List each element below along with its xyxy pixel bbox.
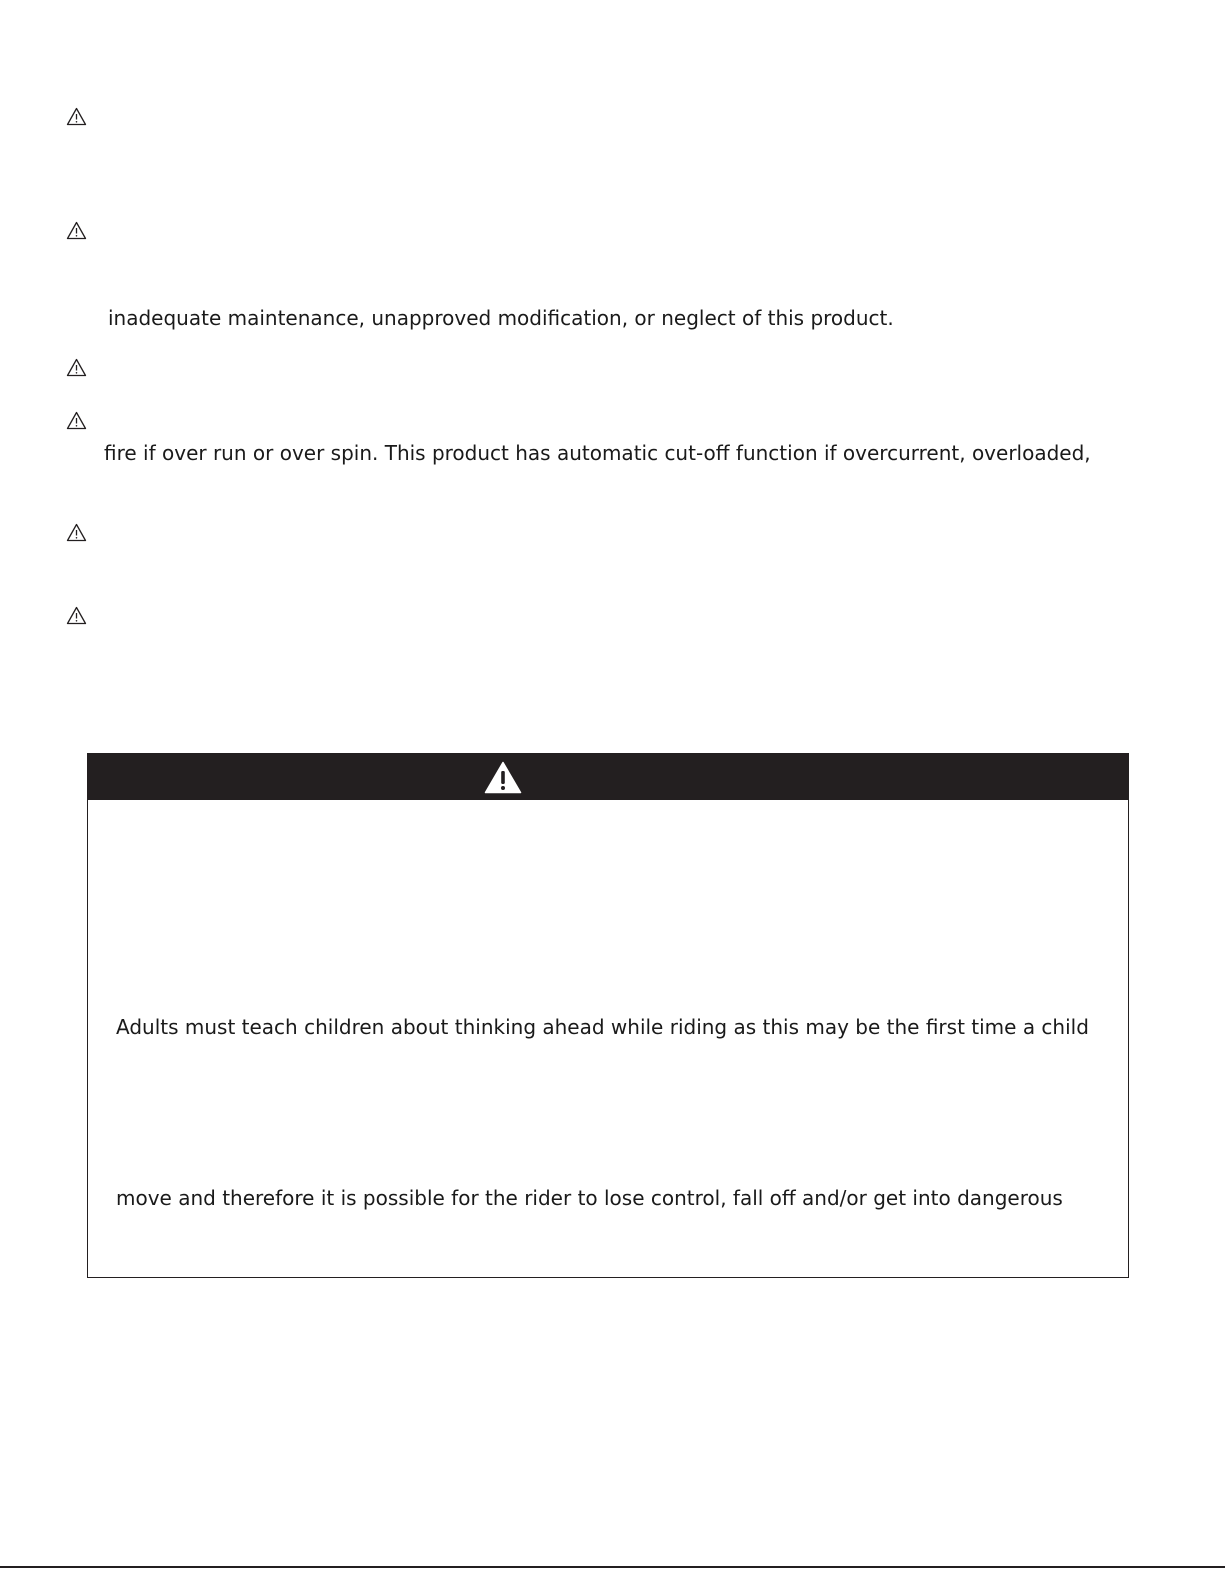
warning-box-text-line: move and therefore it is possible for the rider to lose control, fall off and/or get into dangerous	[116, 1186, 1063, 1210]
warning-triangle-icon	[66, 221, 87, 240]
warning-triangle-icon	[66, 606, 87, 625]
warning-text-line: fire if over run or over spin. This product has automatic cut-off function if overcurrent, overloaded,	[104, 441, 1091, 465]
warning-box-header	[88, 754, 1128, 800]
warning-triangle-icon	[66, 107, 87, 126]
warning-triangle-filled-icon	[484, 761, 522, 794]
page-bottom-rule	[0, 1566, 1225, 1568]
warning-text-line: inadequate maintenance, unapproved modification, or neglect of this product.	[108, 306, 894, 330]
warning-triangle-icon	[66, 411, 87, 430]
warning-box-text-line: Adults must teach children about thinking ahead while riding as this may be the first time a child	[116, 1015, 1089, 1039]
warning-triangle-icon	[66, 358, 87, 377]
warning-box	[87, 753, 1129, 1278]
warning-triangle-icon	[66, 523, 87, 542]
